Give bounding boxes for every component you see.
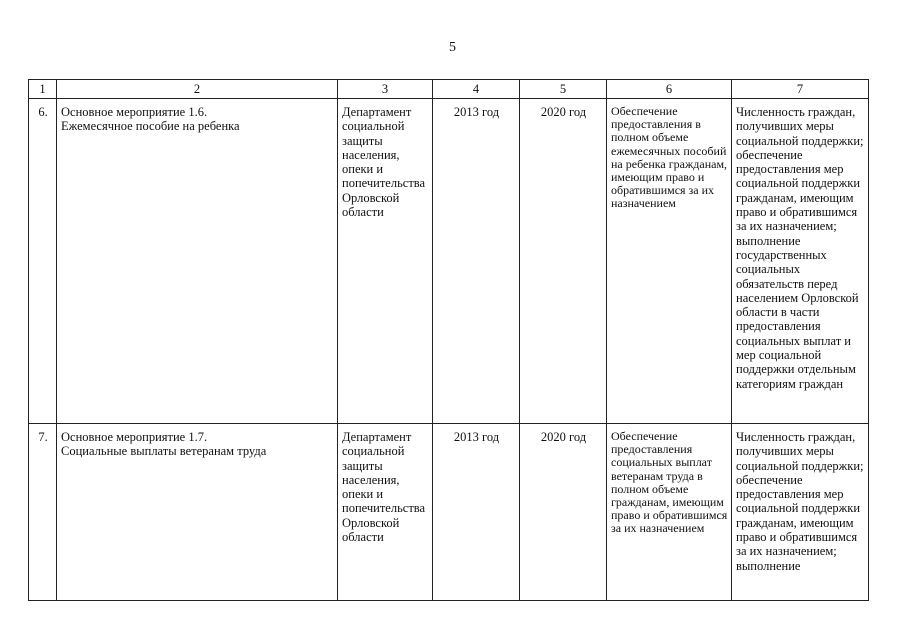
event-title: Основное мероприятие 1.7.: [61, 430, 208, 444]
program-events-table: [28, 79, 869, 601]
table-row: [29, 99, 869, 424]
expected-result-cell: Обеспечение предоставления в полном объеме ежемесячных пособий на ребенка гражданам, имеющим право и обратившимся за их назначением: [607, 99, 732, 424]
indicator-cell: Численность граждан, получивших меры социальной поддержки; обеспечение предоставления мер социальной поддержки гражданам, имеющим право и обратившимся за их назначением; выполнение государственных социальных обязательств перед населением Орловской области в части предоставления социальных выплат и мер социальной поддержки отдельным категориям граждан: [732, 99, 869, 424]
column-header-5: 5: [520, 80, 607, 99]
executor-cell: Департамент социальной защиты населения, опеки и попечительства Орловской области: [338, 99, 433, 424]
row-number: 7.: [29, 424, 57, 601]
table-row: [29, 424, 869, 601]
expected-result-cell: Обеспечение предоставления социальных выплат ветеранам труда в полном объеме гражданам, имеющим право и обратившимся за их назначением: [607, 424, 732, 601]
start-year-cell: 2013 год: [433, 424, 520, 601]
event-name: Ежемесячное пособие на ребенка: [61, 119, 240, 134]
start-year-cell: 2013 год: [433, 99, 520, 424]
page-number: 5: [449, 40, 456, 55]
column-header-6: 6: [607, 80, 732, 99]
executor-cell: Департамент социальной защиты населения, опеки и попечительства Орловской области: [338, 424, 433, 601]
row-number: 6.: [29, 99, 57, 424]
end-year-cell: 2020 год: [520, 99, 607, 424]
table-header-row: [29, 80, 869, 99]
column-header-1: 1: [29, 80, 57, 99]
event-name: Социальные выплаты ветеранам труда: [61, 444, 267, 459]
end-year-cell: 2020 год: [520, 424, 607, 601]
column-header-7: 7: [732, 80, 869, 99]
event-cell: [57, 99, 338, 424]
column-header-4: 4: [433, 80, 520, 99]
column-header-3: 3: [338, 80, 433, 99]
column-header-2: 2: [57, 80, 338, 99]
event-title: Основное мероприятие 1.6.: [61, 105, 208, 119]
event-cell: [57, 424, 338, 601]
indicator-cell: Численность граждан, получивших меры социальной поддержки; обеспечение предоставления мер социальной поддержки гражданам, имеющим право и обратившимся за их назначением; выполнение: [732, 424, 869, 601]
